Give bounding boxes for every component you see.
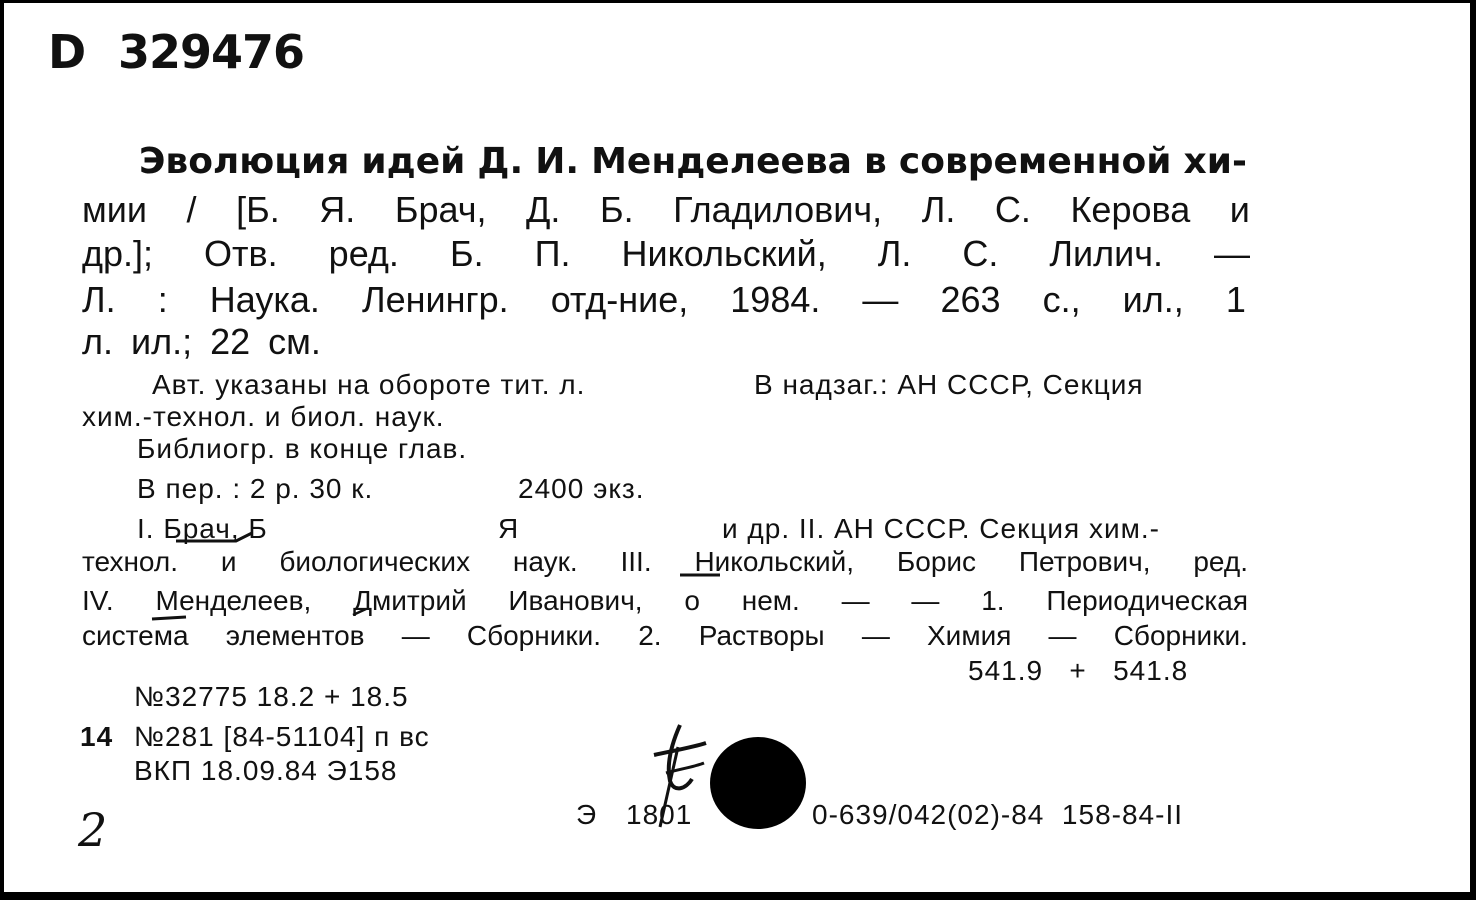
description-word: Наука. [209, 279, 320, 320]
tracing-word: Петрович, [1018, 546, 1151, 577]
description-word: С. [962, 233, 999, 274]
description-word: Отв. [204, 233, 278, 274]
title-word: Эволюция [139, 141, 350, 182]
tracing-word: 2. [638, 620, 662, 651]
title-word: хи- [1183, 141, 1247, 182]
tracing-word: система [82, 620, 189, 651]
tracing-word: — [401, 620, 430, 651]
description-word: — [862, 279, 899, 320]
tracing-word: о [684, 585, 700, 616]
description-word: Л. [877, 233, 912, 274]
tracing-word: Иванович, [508, 585, 643, 616]
tracing-word: и [220, 546, 237, 577]
tracing-word: элементов [225, 620, 365, 651]
tracing-corporate: и др. II. АН СССР. Секция хим.- [722, 513, 1160, 544]
description-word: Никольский, [621, 233, 827, 274]
description-word: П. [534, 233, 571, 274]
tracing-word: Борис [896, 546, 977, 577]
tracing-word: технол. [82, 546, 179, 577]
description-word: 1984. [730, 279, 821, 320]
tracing-word: Химия [927, 620, 1012, 651]
description-word: С. [994, 189, 1031, 230]
description-line-physical: л. ил.; 22 см. [82, 321, 321, 362]
tracing-word: — [841, 585, 870, 616]
stamp-line-2-number: 14 [80, 721, 114, 752]
tracing-word: ред. [1193, 546, 1248, 577]
tracing-word: — [911, 585, 940, 616]
description-word: др.]; [82, 233, 154, 274]
description-word: [Б. [236, 189, 280, 230]
tracing-author: I. Брач, Б [137, 513, 268, 544]
note-price: В пер. : 2 р. 30 к. [137, 473, 374, 504]
tracing-word: Растворы [698, 620, 825, 651]
description-word: с., [1042, 279, 1081, 320]
tracing-word: Дмитрий [353, 585, 467, 616]
description-word: Д. [526, 189, 561, 230]
tracing-word: биологических [279, 546, 471, 577]
tracing-word: III. [620, 546, 652, 577]
description-word: Л. [82, 279, 116, 320]
tracing-word: Никольский, [694, 546, 855, 577]
description-word: Гладилович, [673, 189, 883, 230]
tracing-author-initial: Я [498, 513, 520, 544]
tracing-word: Периодическая [1046, 585, 1248, 616]
tracing-word: — [1048, 620, 1077, 651]
description-word: Л. [921, 189, 956, 230]
code-prefix: Э [576, 799, 598, 830]
description-word: 263 [940, 279, 1001, 320]
description-word: и [1229, 189, 1250, 230]
note-series-statement: В надзаг.: АН СССР, Секция [754, 369, 1144, 400]
description-word: ред. [328, 233, 399, 274]
title-word: Д. [477, 141, 524, 182]
description-word: Б. [449, 233, 484, 274]
stamp-line-3: ВКП 18.09.84 Э158 [134, 755, 398, 786]
note-series-continued: хим.-технол. и биол. наук. [82, 401, 445, 432]
title-word: Менделеева [591, 141, 852, 182]
description-word: / [186, 189, 197, 230]
description-word: Ленингр. [361, 279, 509, 320]
note-copies: 2400 экз. [518, 473, 645, 504]
tracing-word: Сборники. [1113, 620, 1248, 651]
description-word: — [1213, 233, 1250, 274]
code-part-a: 1801 [626, 799, 693, 830]
description-word: ил., [1122, 279, 1184, 320]
tracing-word: Менделеев, [155, 585, 312, 616]
note-bibliography: Библиогр. в конце глав. [137, 433, 468, 464]
title-word: в [864, 141, 887, 182]
card-letter: D [48, 25, 87, 79]
tracing-word: нем. [741, 585, 800, 616]
title-word: И. [535, 141, 580, 182]
stamp-line-2: №281 [84-51104] п вс [134, 721, 430, 752]
tracing-word: IV. [82, 585, 114, 616]
description-word: Керова [1070, 189, 1191, 230]
description-word: Я. [319, 189, 356, 230]
description-word: : [157, 279, 168, 320]
tracing-word: Сборники. [466, 620, 602, 651]
description-word: Лилич. [1049, 233, 1163, 274]
classification-index: 541.9 + 541.8 [968, 655, 1189, 686]
tracing-word: наук. [512, 546, 578, 577]
title-word: идей [361, 141, 466, 182]
handwritten-mark: 2 [78, 803, 108, 857]
title-word: современной [898, 141, 1172, 182]
stamp-line-1: №32775 18.2 + 18.5 [134, 681, 409, 712]
note-authors: Авт. указаны на обороте тит. л. [152, 369, 586, 400]
card-number: 329476 [118, 25, 305, 79]
description-word: мии [82, 189, 147, 230]
description-word: 1 [1225, 279, 1246, 320]
description-word: Брач, [394, 189, 487, 230]
tracing-word: — [861, 620, 890, 651]
tracing-word: 1. [981, 585, 1005, 616]
ink-blot [710, 737, 806, 829]
description-word: Б. [599, 189, 634, 230]
description-word: отд-ние, [550, 279, 689, 320]
code-part-b: 0-639/042(02)-84 158-84-II [812, 799, 1183, 830]
